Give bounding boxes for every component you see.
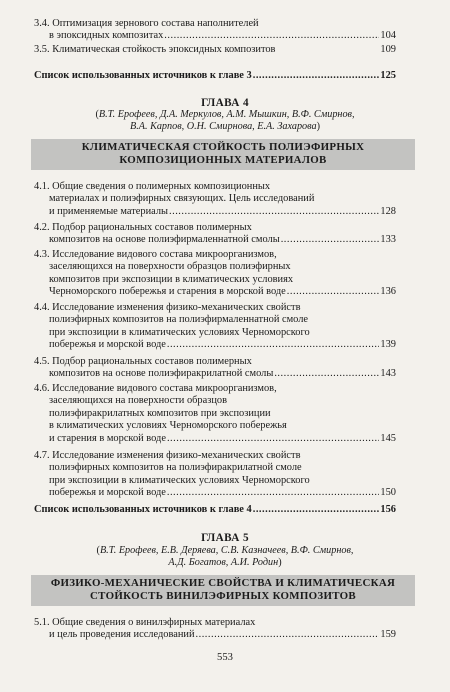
toc-entry-4-1[interactable]: 4.1. Общие сведения о полимерных композиционных материалах и полиэфирных связующих. Цель исследований и применяемые материалы ..... 128 bbox=[34, 181, 396, 218]
toc-entry-text: 3.5. Климатическая стойкость эпоксидных композитов bbox=[34, 44, 276, 55]
chapter-4-authors: (В.Т. Ерофеев, Д.А. Меркулов, А.М. Мышкин, В.Ф. Смирнов, В.А. Карпов, О.Н. Смирнова, Е.А. Захарова) bbox=[95, 109, 355, 133]
leader-dots bbox=[253, 504, 380, 517]
chapter-5-authors: (В.Т. Ерофеев, Е.В. Деряева, С.В. Казначеев, В.Ф. Смирнов, А.Д. Богатов, А.И. Родин) bbox=[96, 545, 354, 569]
toc-entry-4-4[interactable]: 4.4. Исследование изменения физико-механических свойств полиэфирных композитов на полиэфирмаленнатной смоле при экспозиции в климатических условиях Черноморского побережья и морской воде ..... 139 bbox=[34, 302, 396, 352]
toc-page-number: 143 bbox=[380, 368, 396, 380]
toc-page-number: 136 bbox=[380, 286, 396, 298]
toc-page-number: 128 bbox=[380, 205, 396, 217]
toc-entry-4-6[interactable]: 4.6. Исследование видового состава микроорганизмов, заселяющихся на поверхности образцов полиэфиракрилатных композитов при экспозиции в климатических условиях Черноморского побережья и старения в морской воде ..... 145 bbox=[34, 383, 396, 445]
page-number: 553 bbox=[217, 652, 233, 663]
chapter-4-title-banner: КЛИМАТИЧЕСКАЯ СТОЙКОСТЬ ПОЛИЭФИРНЫХ КОМПОЗИЦИОННЫХ МАТЕРИАЛОВ bbox=[31, 139, 415, 170]
toc-entry-4-5[interactable]: 4.5. Подбор рациональных составов полимерных композитов на основе полиэфиракрилатной смолы ..... 143 bbox=[34, 356, 396, 381]
toc-page-wrap bbox=[34, 44, 396, 56]
toc-entry-text: Список использованных источников к главе 3 bbox=[34, 70, 252, 81]
leader-dots bbox=[167, 339, 380, 351]
toc-refs-ch3[interactable] bbox=[34, 70, 396, 83]
toc-entry-text: 3.4. Оптимизация зернового состава наполнителей bbox=[34, 18, 259, 29]
toc-page-number: 133 bbox=[380, 234, 396, 246]
leader-dots bbox=[196, 629, 380, 641]
toc-page-number: 125 bbox=[380, 70, 396, 81]
toc-entry-4-7[interactable]: 4.7. Исследование изменения физико-механических свойств полиэфирных композитов на полиэфиракрилатной смоле при экспозиции в климатических условиях Черноморского побережья и морской воде ..... 150 bbox=[34, 450, 396, 500]
toc-page-number: 104 bbox=[380, 30, 396, 42]
leader-dots bbox=[167, 433, 379, 445]
leader-dots bbox=[253, 70, 380, 83]
leader-dots bbox=[167, 487, 380, 499]
toc-refs-ch4[interactable] bbox=[34, 504, 396, 517]
chapter-5-title-banner: ФИЗИКО-МЕХАНИЧЕСКИЕ СВОЙСТВА И КЛИМАТИЧЕСКАЯ СТОЙКОСТЬ ВИНИЛЭФИРНЫХ КОМПОЗИТОВ bbox=[31, 575, 415, 606]
leader-dots bbox=[169, 206, 379, 218]
leader-dots bbox=[164, 30, 379, 42]
toc-page-number: 145 bbox=[380, 432, 396, 444]
leader-dots bbox=[287, 286, 380, 298]
toc-page-number: 156 bbox=[380, 504, 396, 515]
leader-dots bbox=[274, 368, 379, 380]
toc-page-number: 150 bbox=[380, 487, 396, 499]
chapter-5-heading: ГЛАВА 5 bbox=[201, 532, 249, 544]
toc-entry-3-4[interactable] bbox=[34, 18, 396, 43]
chapter-4-heading: ГЛАВА 4 bbox=[201, 97, 249, 109]
toc-page-number: 159 bbox=[380, 629, 396, 641]
toc-page-number: 139 bbox=[380, 339, 396, 351]
toc-entry-5-1[interactable]: 5.1. Общие сведения о винилэфирных материалах и цель проведения исследований ..... 159 bbox=[34, 617, 396, 642]
toc-entry-text: Список использованных источников к главе 4 bbox=[34, 504, 252, 515]
toc-page-number: 109 bbox=[380, 44, 396, 55]
toc-entry-4-3[interactable]: 4.3. Исследование видового состава микроорганизмов, заселяющихся на поверхности образцов полиэфирных композитов при экспозиции в климатических условиях Черноморского побережья и старения в морской воде ..... 136 bbox=[34, 249, 396, 299]
toc-entry-text: в эпоксидных композитах bbox=[49, 30, 164, 42]
leader-dots bbox=[281, 234, 380, 246]
toc-entry-4-2[interactable]: 4.2. Подбор рациональных составов полимерных композитов на основе полиэфирмаленнатной смолы ..... 133 bbox=[34, 222, 396, 247]
